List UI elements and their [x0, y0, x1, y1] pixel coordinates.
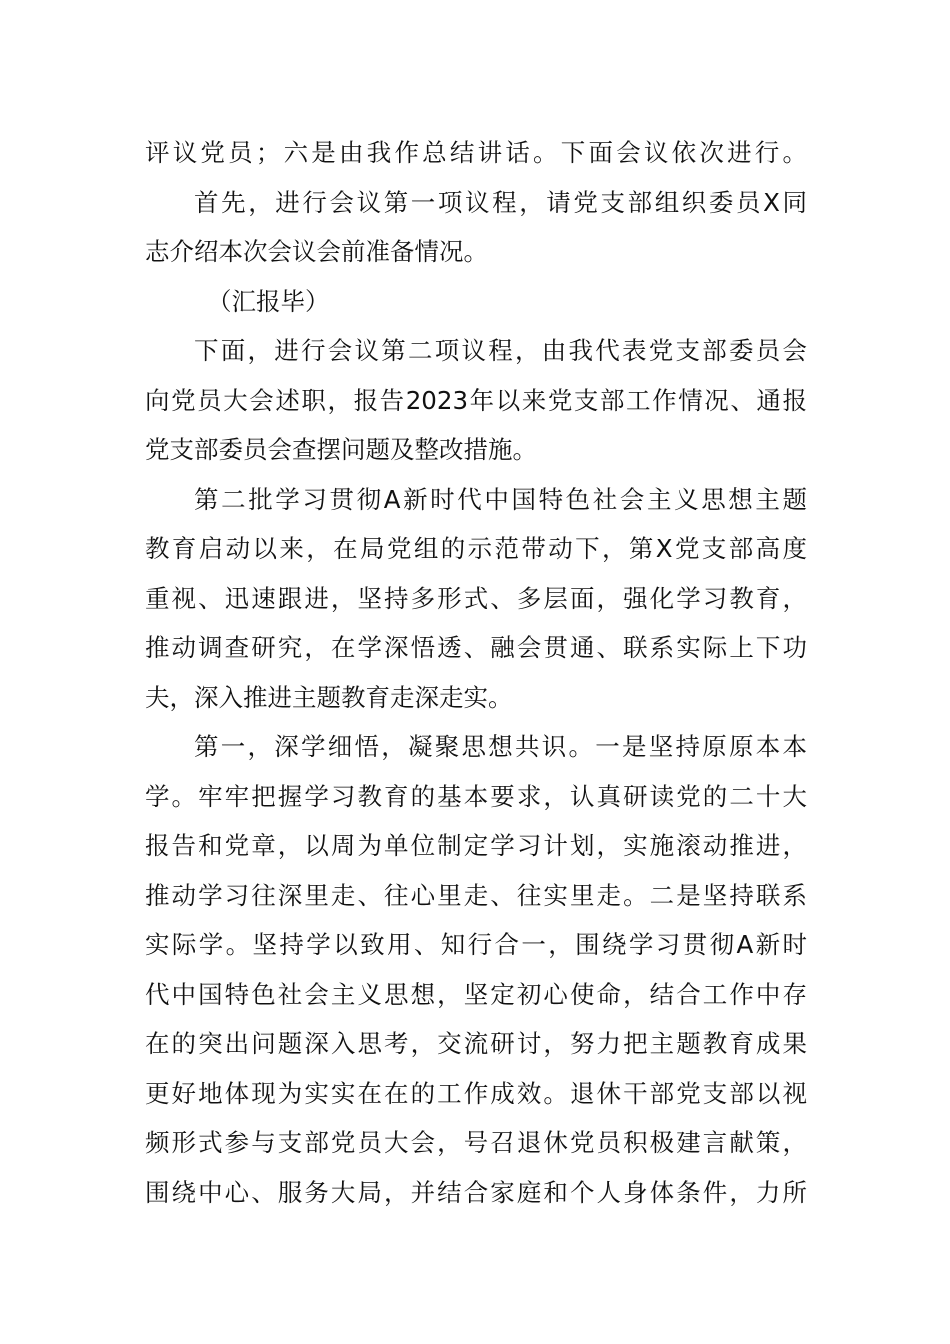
text-line: 重视、迅速跟进，坚持多形式、多层面，强化学习教育， [145, 583, 807, 613]
text-line: 教育启动以来，在局党组的示范带动下，第X党支部高度 [145, 534, 807, 563]
text-line: 推动调查研究，在学深悟透、融会贯通、联系实际上下功 [145, 633, 807, 662]
paragraph-start-line: 下面，进行会议第二项议程，由我代表党支部委员会 [194, 336, 807, 365]
text-line: 实际学。坚持学以致用、知行合一，围绕学习贯彻A新时 [145, 930, 807, 959]
text-line: 频形式参与支部党员大会，号召退休党员积极建言献策， [145, 1128, 807, 1157]
text-line: 党支部委员会查摆问题及整改措施。 [145, 435, 537, 464]
report-finished-note: （汇报毕） [207, 286, 330, 316]
text-line: 更好地体现为实实在在的工作成效。退休干部党支部以视 [145, 1078, 807, 1108]
text-line: 学。牢牢把握学习教育的基本要求，认真研读党的二十大 [145, 781, 807, 811]
paragraph-start-line: 第二批学习贯彻A新时代中国特色社会主义思想主题 [194, 484, 807, 514]
text-line: 志介绍本次会议会前准备情况。 [145, 237, 488, 266]
document-body [145, 128, 807, 1217]
text-line: 评议党员；六是由我作总结讲话。下面会议依次进行。 [145, 138, 807, 167]
text-line: 报告和党章，以周为单位制定学习计划，实施滚动推进， [145, 831, 807, 860]
paragraph-start-line: 第一，深学细悟，凝聚思想共识。一是坚持原原本本 [194, 732, 807, 761]
paragraph-start-line: 首先，进行会议第一项议程，请党支部组织委员X同 [194, 187, 807, 217]
text-line: 推动学习往深里走、往心里走、往实里走。二是坚持联系 [145, 880, 807, 910]
text-line: 围绕中心、服务大局，并结合家庭和个人身体条件，力所 [145, 1177, 807, 1207]
text-line: 夫，深入推进主题教育走深走实。 [145, 682, 513, 712]
text-line: 代中国特色社会主义思想，坚定初心使命，结合工作中存 [145, 979, 807, 1009]
text-line: 向党员大会述职，报告2023年以来党支部工作情况、通报 [145, 385, 807, 415]
text-line: 在的突出问题深入思考，交流研讨，努力把主题教育成果 [145, 1029, 807, 1058]
